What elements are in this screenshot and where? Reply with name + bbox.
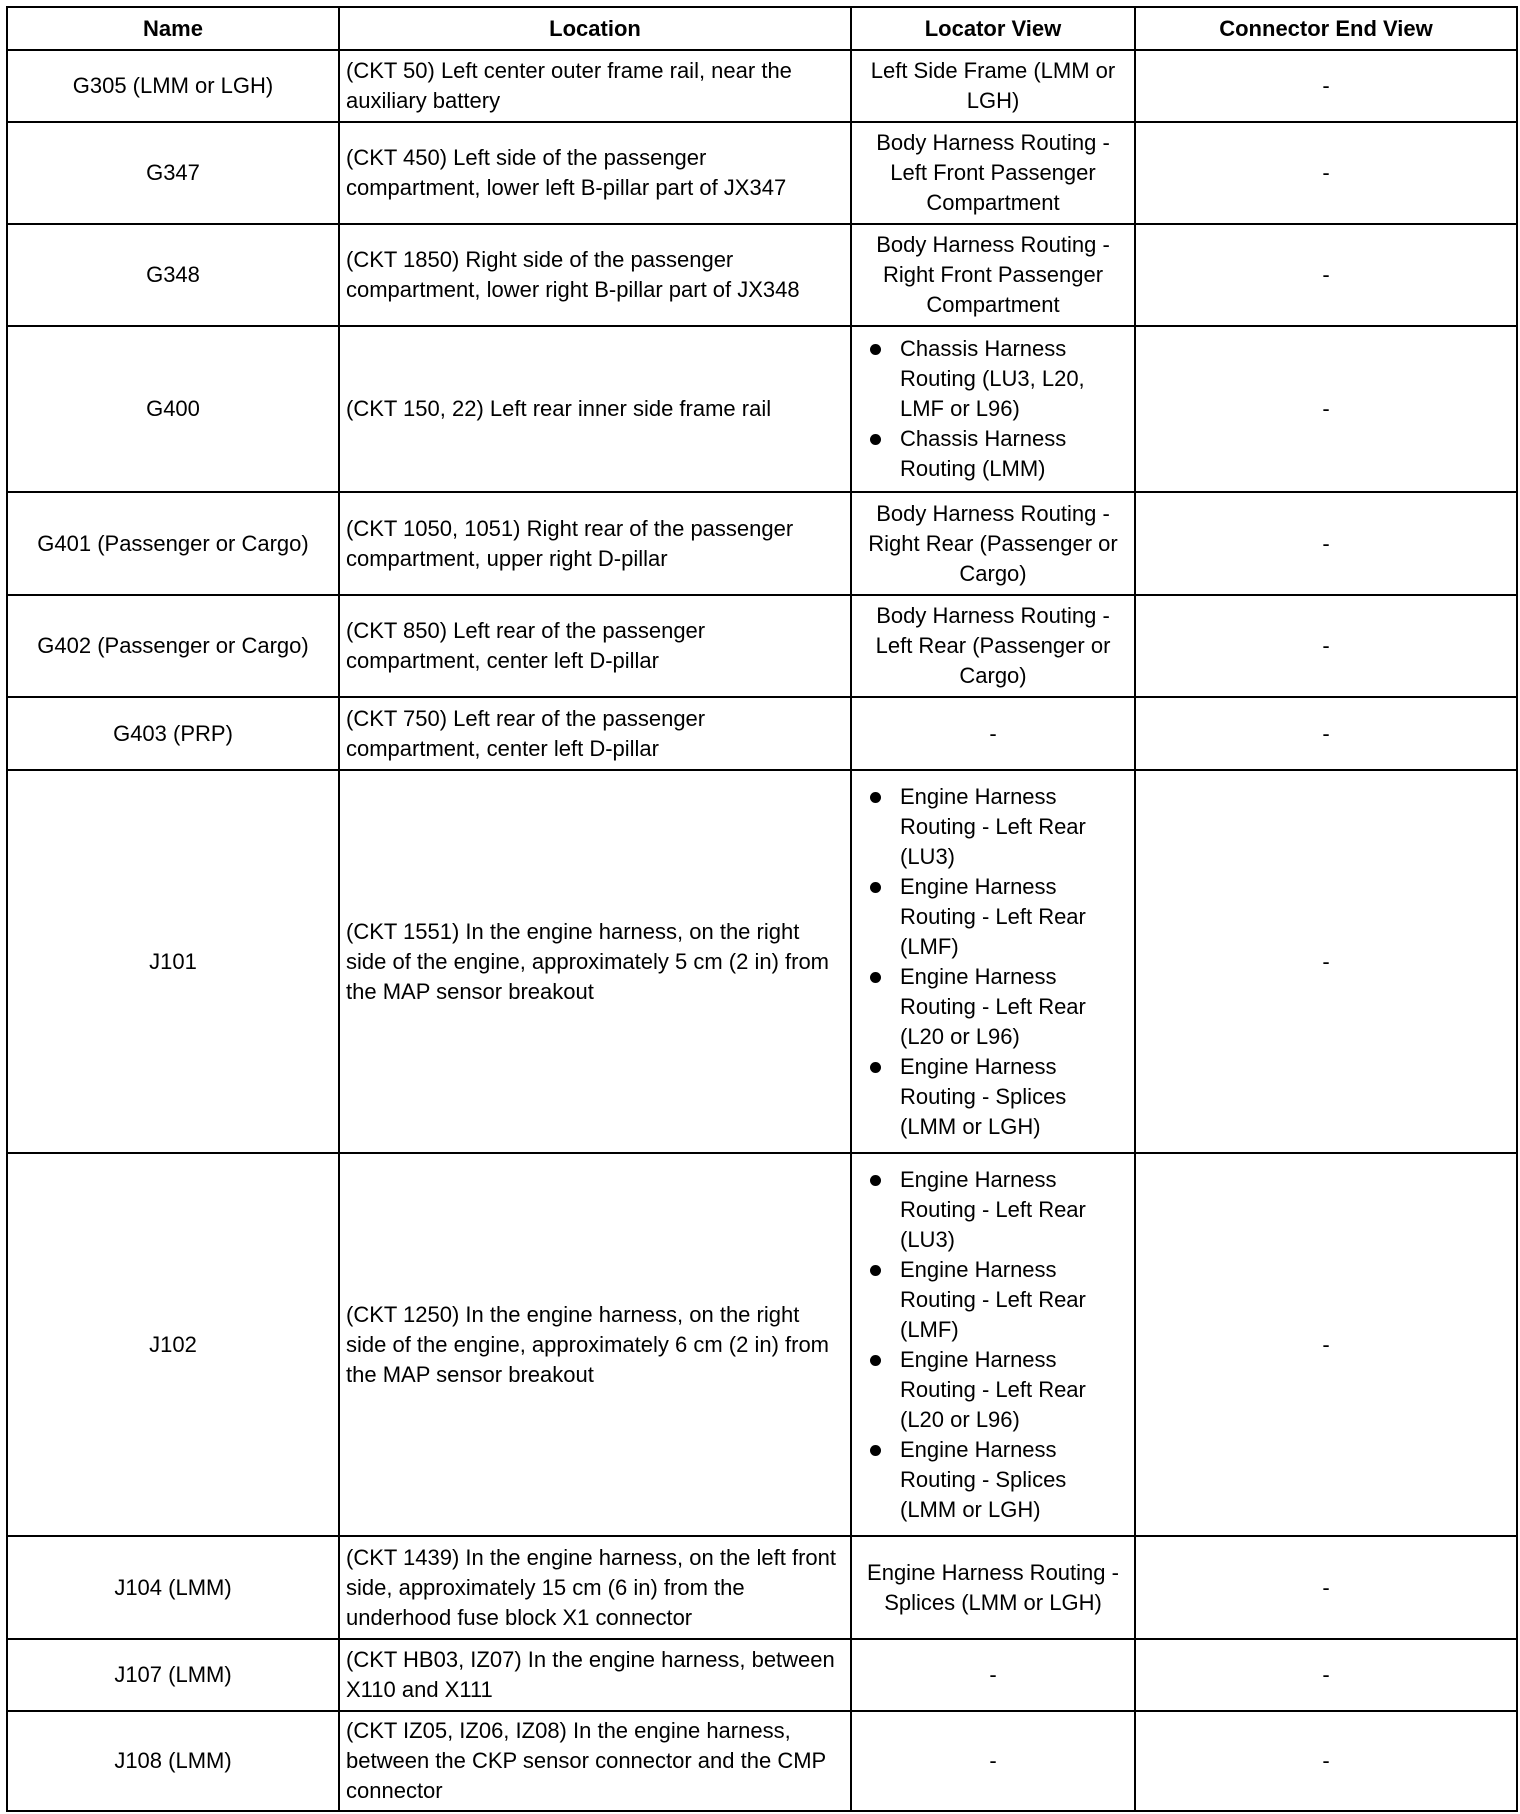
location-cell: (CKT 750) Left rear of the passenger compartment, center left D-pillar — [339, 697, 851, 770]
name-cell: G402 (Passenger or Cargo) — [7, 595, 339, 697]
locator-view-cell: - — [851, 697, 1135, 770]
connector-end-view-cell: - — [1135, 1639, 1517, 1711]
table-row — [7, 697, 1517, 770]
name-cell: G347 — [7, 122, 339, 224]
table-row — [7, 770, 1517, 1153]
locator-view-cell: Body Harness Routing - Right Front Passenger Compartment — [851, 224, 1135, 326]
header-locator-view: Locator View — [851, 7, 1135, 50]
locator-list-item: Engine Harness Routing - Left Rear (L20 or L96) — [900, 962, 1128, 1052]
locator-list-item: Engine Harness Routing - Left Rear (LMF) — [900, 1255, 1128, 1345]
location-cell: (CKT HB03, IZ07) In the engine harness, between X110 and X111 — [339, 1639, 851, 1711]
name-cell: G348 — [7, 224, 339, 326]
table-row — [7, 1536, 1517, 1639]
locator-list-item: Engine Harness Routing - Left Rear (L20 or L96) — [900, 1345, 1128, 1435]
table-row — [7, 492, 1517, 595]
name-cell: J107 (LMM) — [7, 1639, 339, 1711]
locator-list — [858, 1165, 1128, 1525]
name-cell: J108 (LMM) — [7, 1711, 339, 1811]
locator-list-item: Engine Harness Routing - Left Rear (LU3) — [900, 1165, 1128, 1255]
locator-list-item: Engine Harness Routing - Splices (LMM or LGH) — [900, 1052, 1128, 1142]
name-cell: J104 (LMM) — [7, 1536, 339, 1639]
location-cell: (CKT IZ05, IZ06, IZ08) In the engine harness, between the CKP sensor connector and the CMP connector — [339, 1711, 851, 1811]
name-cell: J101 — [7, 770, 339, 1153]
name-cell: G305 (LMM or LGH) — [7, 50, 339, 122]
location-cell: (CKT 50) Left center outer frame rail, near the auxiliary battery — [339, 50, 851, 122]
name-cell: G400 — [7, 326, 339, 492]
locator-view-cell: - — [851, 1711, 1135, 1811]
locator-view-cell: Body Harness Routing - Right Rear (Passenger or Cargo) — [851, 492, 1135, 595]
location-cell: (CKT 850) Left rear of the passenger compartment, center left D-pillar — [339, 595, 851, 697]
table-row — [7, 595, 1517, 697]
locator-view-cell: - — [851, 1639, 1135, 1711]
locator-list-item: Chassis Harness Routing (LMM) — [900, 424, 1128, 484]
locator-view-cell — [851, 326, 1135, 492]
table-row — [7, 50, 1517, 122]
table-row — [7, 1153, 1517, 1536]
locator-view-cell — [851, 770, 1135, 1153]
locator-list-item: Chassis Harness Routing (LU3, L20, LMF or L96) — [900, 334, 1128, 424]
connector-end-view-cell: - — [1135, 697, 1517, 770]
location-cell: (CKT 1250) In the engine harness, on the right side of the engine, approximately 6 cm (2 in) from the MAP sensor breakout — [339, 1153, 851, 1536]
location-cell: (CKT 450) Left side of the passenger compartment, lower left B-pillar part of JX347 — [339, 122, 851, 224]
locator-view-cell: Body Harness Routing - Left Rear (Passenger or Cargo) — [851, 595, 1135, 697]
connector-end-view-cell: - — [1135, 770, 1517, 1153]
locator-list — [858, 334, 1128, 484]
name-cell: G403 (PRP) — [7, 697, 339, 770]
location-cell: (CKT 1050, 1051) Right rear of the passenger compartment, upper right D-pillar — [339, 492, 851, 595]
table-body — [7, 50, 1517, 1811]
locator-view-cell: Body Harness Routing - Left Front Passenger Compartment — [851, 122, 1135, 224]
connector-end-view-cell: - — [1135, 1153, 1517, 1536]
locator-list-item: Engine Harness Routing - Left Rear (LMF) — [900, 872, 1128, 962]
table-row — [7, 1639, 1517, 1711]
locator-view-cell: Engine Harness Routing - Splices (LMM or LGH) — [851, 1536, 1135, 1639]
connector-end-view-cell: - — [1135, 326, 1517, 492]
connector-end-view-cell: - — [1135, 492, 1517, 595]
name-cell: J102 — [7, 1153, 339, 1536]
connector-end-view-cell: - — [1135, 1711, 1517, 1811]
table-row — [7, 224, 1517, 326]
location-cell: (CKT 1439) In the engine harness, on the left front side, approximately 15 cm (6 in) from the underhood fuse block X1 connector — [339, 1536, 851, 1639]
table-row — [7, 1711, 1517, 1811]
table-row — [7, 122, 1517, 224]
header-location: Location — [339, 7, 851, 50]
header-connector-end-view: Connector End View — [1135, 7, 1517, 50]
locator-list-item: Engine Harness Routing - Splices (LMM or LGH) — [900, 1435, 1128, 1525]
location-cell: (CKT 1850) Right side of the passenger compartment, lower right B-pillar part of JX348 — [339, 224, 851, 326]
connector-end-view-cell: - — [1135, 1536, 1517, 1639]
header-row — [7, 7, 1517, 50]
table-row — [7, 326, 1517, 492]
locator-list — [858, 782, 1128, 1142]
locator-list-item: Engine Harness Routing - Left Rear (LU3) — [900, 782, 1128, 872]
connector-end-view-cell: - — [1135, 224, 1517, 326]
locator-view-cell — [851, 1153, 1135, 1536]
header-name: Name — [7, 7, 339, 50]
location-cell: (CKT 150, 22) Left rear inner side frame rail — [339, 326, 851, 492]
connector-end-view-cell: - — [1135, 595, 1517, 697]
connector-end-view-cell: - — [1135, 50, 1517, 122]
connector-end-view-cell: - — [1135, 122, 1517, 224]
splice-ground-table — [6, 6, 1518, 1812]
locator-view-cell: Left Side Frame (LMM or LGH) — [851, 50, 1135, 122]
name-cell: G401 (Passenger or Cargo) — [7, 492, 339, 595]
location-cell: (CKT 1551) In the engine harness, on the right side of the engine, approximately 5 cm (2 in) from the MAP sensor breakout — [339, 770, 851, 1153]
